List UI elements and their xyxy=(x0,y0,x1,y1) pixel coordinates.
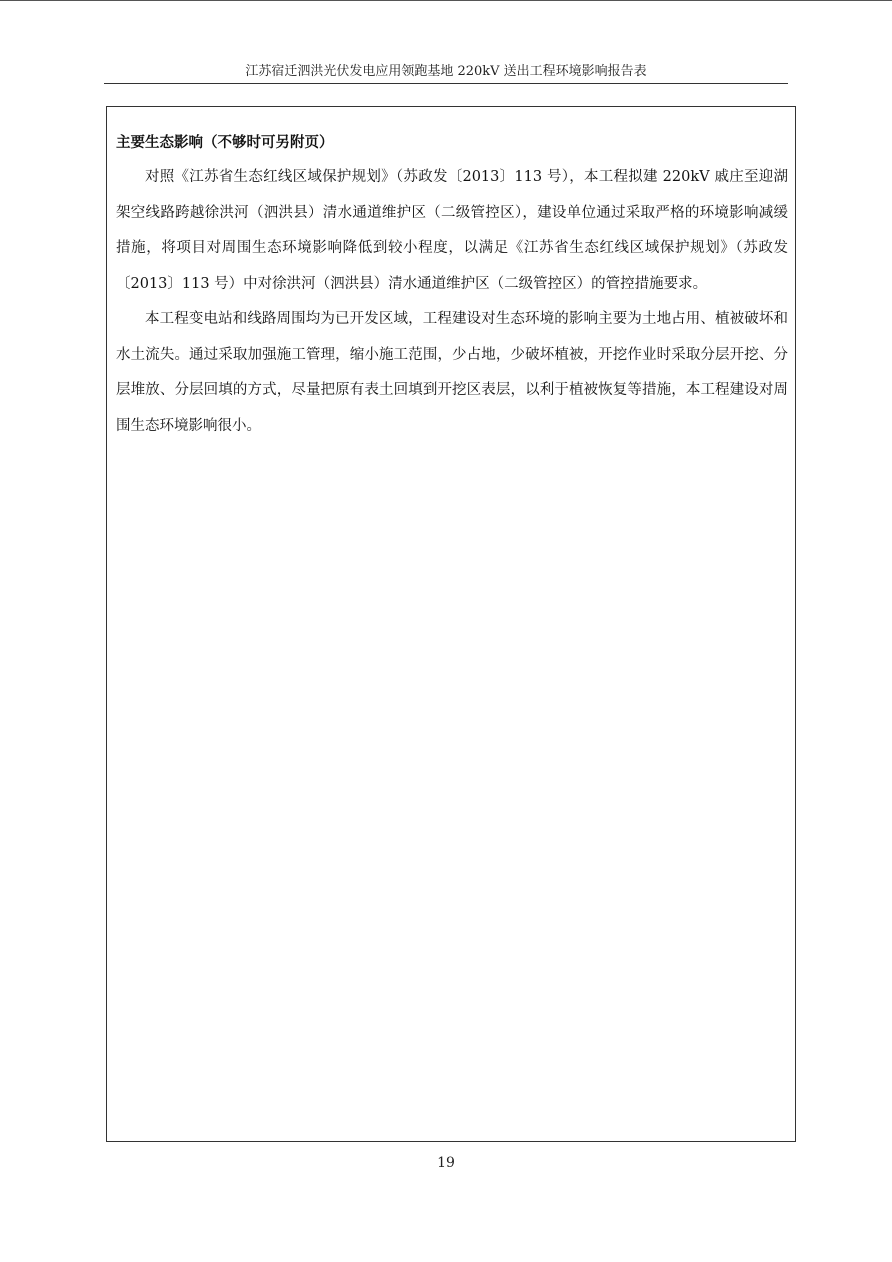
paragraph-ecological-redline: 对照《江苏省生态红线区域保护规划》（苏政发〔2013〕113 号），本工程拟建 220kV 戚庄至迎湖架空线路跨越徐洪河（泗洪县）清水通道维护区（二级管控区），建设单位通过采取严格的环境影响减缓措施，将项目对周围生态环境影响降低到较小程度，以满足《江苏省生态红线区域保护规划》（苏政发〔2013〕113 号）中对徐洪河（泗洪县）清水通道维护区（二级管控区）的管控措施要求。 xyxy=(116,169,788,292)
page-number: 19 xyxy=(437,1155,455,1171)
section-title: 主要生态影响（不够时可另附页） xyxy=(116,135,334,151)
content-frame xyxy=(106,106,796,1142)
section-body xyxy=(116,129,788,444)
page-top-border xyxy=(0,0,892,1)
paragraph-construction-impact: 本工程变电站和线路周围均为已开发区域，工程建设对生态环境的影响主要为土地占用、植被破坏和水土流失。通过采取加强施工管理，缩小施工范围，少占地，少破坏植被，开挖作业时采取分层开挖、分层堆放、分层回填的方式，尽量把原有表土回填到开挖区表层，以利于植被恢复等措施，本工程建设对周围生态环境影响很小。 xyxy=(116,311,788,434)
header-divider xyxy=(104,83,788,84)
document-header-title: 江苏宿迁泗洪光伏发电应用领跑基地 220kV 送出工程环境影响报告表 xyxy=(245,64,647,79)
